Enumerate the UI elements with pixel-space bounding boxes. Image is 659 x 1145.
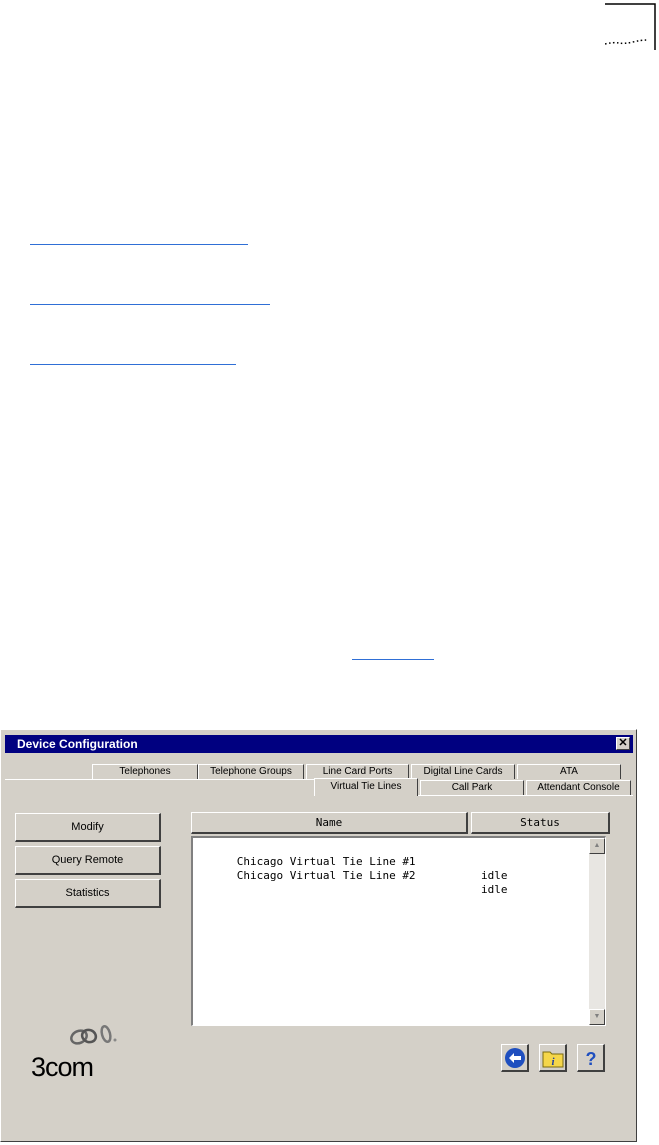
tab-telephones[interactable] (92, 764, 198, 779)
statistics-button[interactable] (15, 879, 161, 908)
tab-panel-top-edge (418, 795, 633, 796)
doc-link-2[interactable] (30, 290, 270, 305)
svg-text:?: ? (585, 1049, 597, 1069)
query-remote-button[interactable] (15, 846, 161, 875)
tab-ata[interactable] (517, 764, 621, 779)
device-configuration-window (0, 729, 637, 1142)
tab-virtual-tie-lines[interactable] (314, 778, 418, 796)
tab-label: Call Park (451, 782, 493, 793)
scroll-up-icon[interactable]: ▲ (589, 838, 605, 854)
tab-label: Digital Line Cards (423, 766, 503, 777)
item-name: Chicago Virtual Tie Line #2 (236, 869, 416, 882)
tab-label: Attendant Console (537, 782, 620, 793)
tab-telephone-groups[interactable] (198, 764, 304, 779)
window-title: Device Configuration (17, 737, 138, 751)
title-bar (5, 735, 633, 753)
item-status: idle (481, 869, 508, 882)
tab-call-park[interactable] (420, 780, 524, 795)
query-remote-label: Query Remote (51, 854, 124, 866)
vertical-scrollbar[interactable] (589, 838, 605, 1025)
tie-lines-list[interactable] (191, 836, 606, 1026)
doc-link-1[interactable] (30, 230, 248, 245)
modify-button[interactable] (15, 813, 161, 842)
svg-text:i: i (551, 1056, 555, 1068)
tab-label: ATA (560, 766, 578, 777)
logo-text: 3com (31, 1052, 94, 1082)
tab-label: Telephone Groups (210, 766, 292, 777)
close-button[interactable] (616, 737, 630, 750)
help-question-icon (579, 1046, 603, 1070)
tab-digital-line-cards[interactable] (411, 764, 515, 779)
close-icon: ✕ (618, 737, 628, 749)
column-header-label: Name (315, 816, 343, 829)
tab-label: Line Card Ports (322, 766, 393, 777)
back-arrow-icon (503, 1046, 527, 1070)
doc-link-3[interactable] (30, 350, 236, 365)
doc-link-inline[interactable] (352, 645, 434, 660)
3com-logo-mark (31, 1022, 141, 1052)
back-button[interactable] (501, 1044, 529, 1072)
tab-strip (5, 779, 316, 794)
info-folder-icon (541, 1046, 565, 1070)
column-header-name[interactable] (191, 812, 468, 834)
info-button[interactable] (539, 1044, 567, 1072)
tab-label: Telephones (119, 766, 171, 777)
column-header-status[interactable] (471, 812, 610, 834)
list-item[interactable] (197, 855, 508, 896)
statistics-label: Statistics (65, 887, 110, 899)
modify-label: Modify (71, 821, 104, 833)
tab-line-card-ports[interactable] (306, 764, 409, 779)
help-button[interactable] (577, 1044, 605, 1072)
item-name: Chicago Virtual Tie Line #1 (236, 855, 416, 868)
3com-logo (31, 1022, 141, 1082)
column-header-label: Status (520, 816, 560, 829)
tab-label: Virtual Tie Lines (330, 781, 402, 792)
page-corner-mark (605, 2, 657, 52)
item-status: idle (481, 883, 508, 896)
tab-attendant-console[interactable] (526, 780, 631, 795)
scroll-down-icon[interactable]: ▼ (589, 1009, 605, 1025)
